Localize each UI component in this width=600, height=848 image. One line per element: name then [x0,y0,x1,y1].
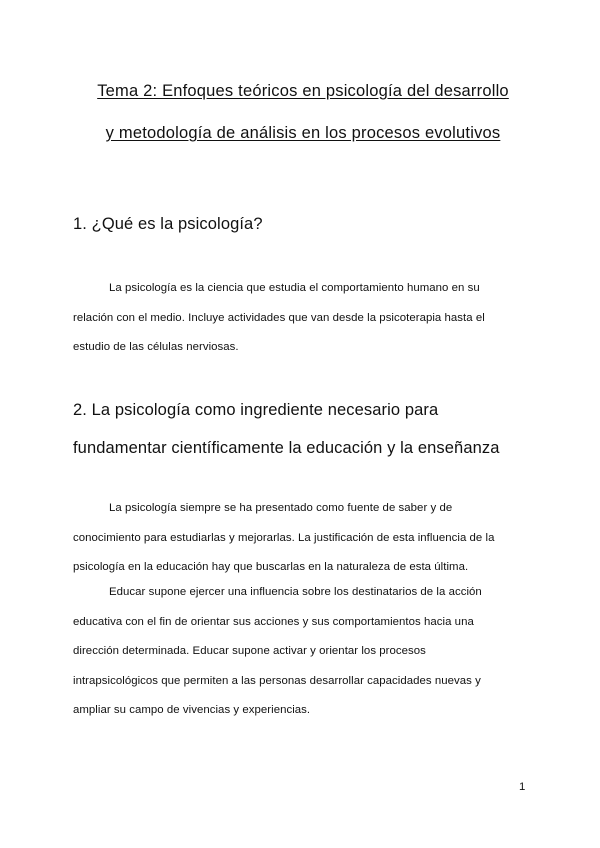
paragraph-line: educativa con el fin de orientar sus acciones y sus comportamientos hacia una [73,615,474,628]
section-2-heading-line: 2. La psicología como ingrediente necesario para [73,401,439,419]
paragraph-line: psicología en la educación hay que buscarlas en la naturaleza de esta última. [73,561,469,573]
section-2-paragraph-1 [73,494,525,583]
paragraph-line: ampliar su campo de vivencias y experiencias. [73,704,311,716]
paragraph-line: Educar supone ejercer una influencia sobre los destinatarios de la acción [109,586,482,598]
paragraph-line: intrapsicológicos que permiten a las personas desarrollar capacidades nuevas y [73,674,481,687]
paragraph-line: La psicología es la ciencia que estudia el comportamiento humano en su [109,282,480,294]
paragraph-line: La psicología siempre se ha presentado como fuente de saber y de [109,502,453,514]
document-title [40,70,566,154]
section-2-heading-line: fundamentar científicamente la educación y la enseñanza [73,439,500,457]
paragraph-line: conocimiento para estudiarlas y mejorarlas. La justificación de esta influencia de la [73,531,495,544]
section-1-paragraph [73,274,525,363]
paragraph-line: relación con el medio. Incluye actividades que van desde la psicoterapia hasta el [73,311,485,324]
paragraph-line: estudio de las células nerviosas. [73,341,239,353]
section-2-heading [73,391,553,467]
document-title-line: y metodología de análisis en los procesos evolutivos [105,124,501,142]
section-1-heading: 1. ¿Qué es la psicología? [73,215,263,233]
section-2-paragraph-2 [73,578,525,726]
paragraph-line: dirección determinada. Educar supone activar y orientar los procesos [73,645,426,657]
page-number: 1 [519,781,526,793]
document-title-line: Tema 2: Enfoques teóricos en psicología del desarrollo [97,82,509,100]
